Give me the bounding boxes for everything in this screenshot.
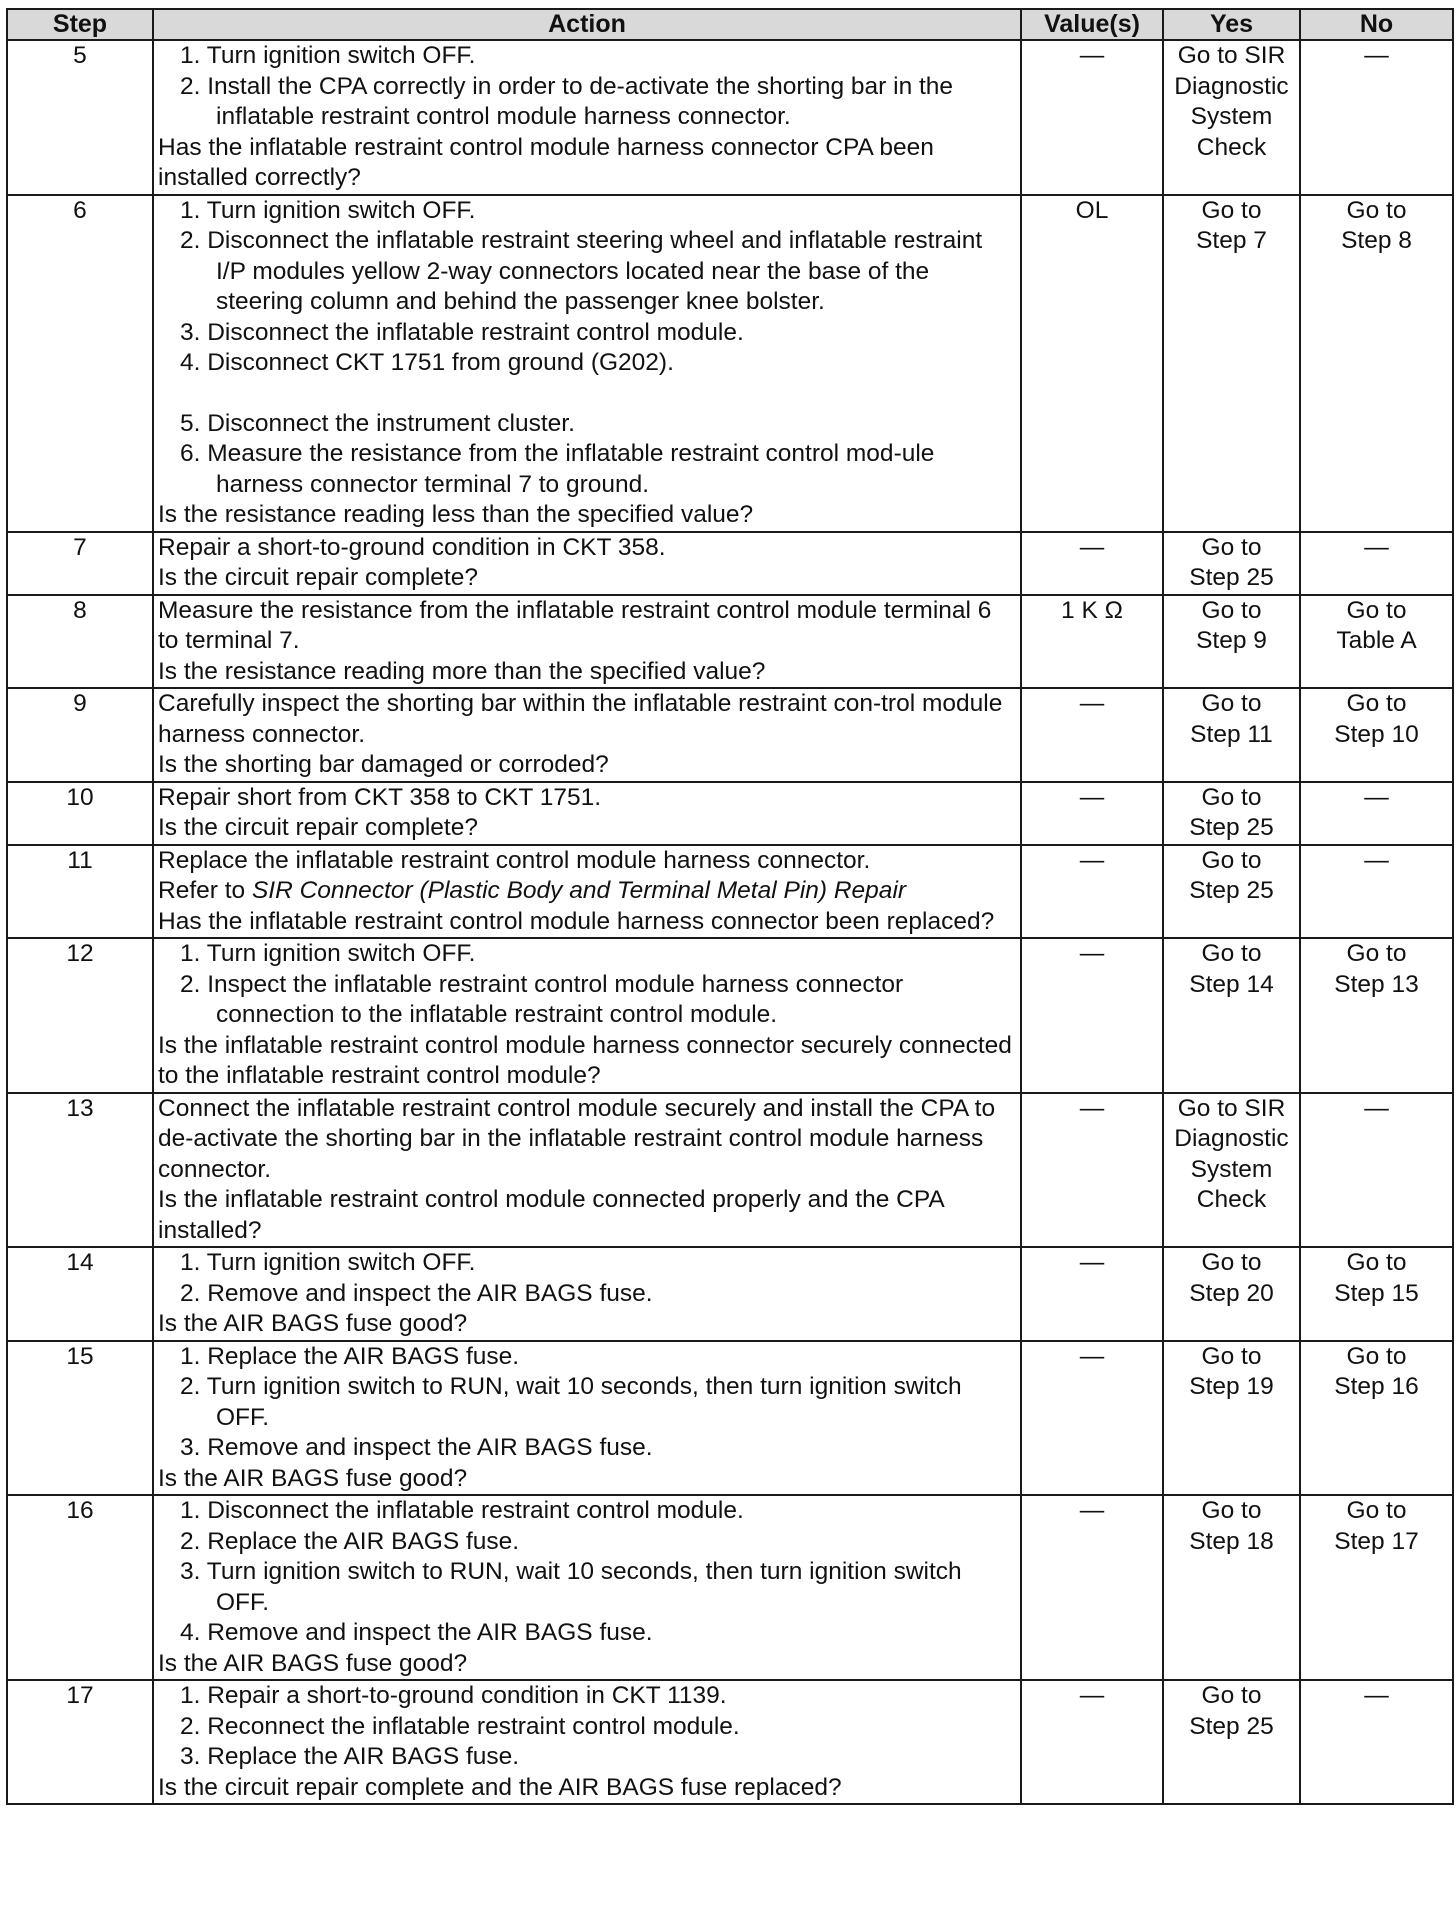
action-list-item: 1. Turn ignition switch OFF. [180,42,476,69]
action-list-item: 5. Disconnect the instrument cluster. [180,409,575,437]
no-text: Go to Step 10 [1334,690,1419,748]
yes-text: Go to SIR Diagnostic System Check [1174,1094,1289,1213]
step-number: 8 [7,595,153,689]
action-question: Is the AIR BAGS fuse good? [158,1649,468,1677]
refer-prefix: Refer to [158,877,252,904]
no-cell: — [1300,782,1453,845]
action-list-item: 6. Measure the resistance from the inflatable restraint control mod-ule harness connector terminal 7 to ground. [180,440,935,498]
action-cell [153,688,1021,782]
value-cell: — [1021,1247,1163,1341]
yes-text: Go to Step 14 [1189,940,1274,998]
table-row [7,1093,1453,1248]
action-cell [153,1495,1021,1680]
action-cell [153,1341,1021,1496]
table-row [7,40,1453,195]
action-list-item: 4. Remove and inspect the AIR BAGS fuse. [180,1619,653,1646]
yes-text: Go to SIR Diagnostic System Check [1174,42,1289,161]
value-cell: — [1021,1093,1163,1248]
table-row [7,1247,1453,1341]
action-list-item: 2. Disconnect the inflatable restraint steering wheel and inflatable restraint I/P modules yellow 2-way connectors located near the base of the steering column and behind the passenger knee bolster. [180,227,983,315]
value-cell: 1 K Ω [1021,595,1163,689]
action-list-item: 4. Disconnect CKT 1751 from ground (G202). [180,349,674,376]
yes-text: Go to Step 18 [1189,1497,1274,1555]
value-cell: OL [1021,195,1163,532]
no-cell: — [1300,1093,1453,1248]
yes-text: Go to Step 25 [1189,846,1274,904]
yes-cell [1163,40,1300,195]
yes-text: Go to Step 7 [1196,196,1267,254]
no-text: Go to Step 8 [1341,196,1412,254]
yes-text: Go to Step 9 [1196,596,1267,654]
action-text: Repair short from CKT 358 to CKT 1751. Is the circuit repair complete? [158,783,602,841]
yes-cell [1163,1247,1300,1341]
action-question: Has the inflatable restraint control module harness connector CPA been installed correctly? [158,133,934,191]
action-text: Connect the inflatable restraint control module securely and install the CPA to de-activate the shorting bar in the inflatable restraint control module harness connector. Is the inflatable restraint control module connected properly and the CPA installed? [158,1094,996,1244]
value-cell: — [1021,1680,1163,1804]
step-number: 12 [7,938,153,1093]
action-list-item: 1. Replace the AIR BAGS fuse. [180,1342,520,1370]
value-cell: — [1021,1495,1163,1680]
action-text: Repair a short-to-ground condition in CKT 358. Is the circuit repair complete? [158,533,666,591]
header-yes: Yes [1163,9,1300,40]
table-row [7,1495,1453,1680]
action-question: Is the AIR BAGS fuse good? [158,1464,468,1492]
action-list-item: 2. Replace the AIR BAGS fuse. [180,1527,520,1555]
no-text: Go to Step 16 [1334,1342,1419,1400]
no-cell: — [1300,40,1453,195]
spacer [158,379,1016,409]
action-list-item: 2. Turn ignition switch to RUN, wait 10 seconds, then turn ignition switch OFF. [180,1373,962,1431]
yes-text: Go to Step 25 [1189,533,1274,591]
yes-cell [1163,1093,1300,1248]
yes-text: Go to Step 25 [1189,783,1274,841]
no-text: Go to Step 13 [1334,940,1419,998]
no-cell: — [1300,532,1453,595]
value-cell: — [1021,40,1163,195]
action-question: Is the resistance reading less than the specified value? [158,501,754,528]
action-text: Measure the resistance from the inflatable restraint control module terminal 6 to terminal 7. Is the resistance reading more than the specified value? [158,596,992,685]
yes-text: Go to Step 11 [1190,690,1273,748]
table-row [7,532,1453,595]
table-row [7,195,1453,532]
value-cell: — [1021,1341,1163,1496]
refer-line [158,876,1016,907]
value-cell: — [1021,688,1163,782]
action-question: Is the AIR BAGS fuse good? [158,1310,468,1337]
yes-cell [1163,688,1300,782]
action-cell [153,1247,1021,1341]
table-row [7,782,1453,845]
table-row [7,938,1453,1093]
action-list-item: 1. Disconnect the inflatable restraint control module. [180,1497,744,1524]
header-row [7,9,1453,40]
action-question: Is the inflatable restraint control module harness connector securely connected to the inflatable restraint control module? [158,1031,1012,1089]
action-cell [153,782,1021,845]
action-cell [153,532,1021,595]
action-cell [153,845,1021,939]
step-number: 11 [7,845,153,939]
yes-cell [1163,1341,1300,1496]
refer-link[interactable]: SIR Connector (Plastic Body and Terminal Metal Pin) Repair [251,877,907,904]
action-list-item: 3. Disconnect the inflatable restraint control module. [180,318,744,346]
action-list-item: 2. Install the CPA correctly in order to de-activate the shorting bar in the inflatable restraint control module harness connector. [180,72,954,130]
action-list-item: 1. Turn ignition switch OFF. [180,1249,476,1276]
step-number: 14 [7,1247,153,1341]
table-row [7,845,1453,939]
action-cell [153,1680,1021,1804]
action-list-item: 1. Turn ignition switch OFF. [180,196,476,224]
yes-text: Go to Step 20 [1189,1249,1274,1307]
value-cell: — [1021,845,1163,939]
no-cell [1300,1247,1453,1341]
value-cell: — [1021,782,1163,845]
no-cell [1300,595,1453,689]
action-cell [153,1093,1021,1248]
no-text: Go to Table A [1336,596,1417,654]
no-cell [1300,195,1453,532]
action-cell [153,40,1021,195]
no-text: Go to Step 17 [1334,1497,1419,1555]
action-text: Replace the inflatable restraint control module harness connector. [158,846,871,874]
yes-text: Go to Step 25 [1189,1682,1274,1740]
value-cell: — [1021,938,1163,1093]
step-number: 13 [7,1093,153,1248]
action-list-item: 2. Remove and inspect the AIR BAGS fuse. [180,1279,653,1307]
yes-cell [1163,595,1300,689]
action-list-item: 3. Replace the AIR BAGS fuse. [180,1743,520,1770]
no-cell [1300,1341,1453,1496]
action-list-item: 3. Turn ignition switch to RUN, wait 10 seconds, then turn ignition switch OFF. [180,1558,962,1616]
diagnostic-table [6,8,1454,1805]
yes-text: Go to Step 19 [1189,1342,1274,1400]
yes-cell [1163,532,1300,595]
header-action: Action [153,9,1021,40]
step-number: 10 [7,782,153,845]
action-question: Has the inflatable restraint control module harness connector been replaced? [158,907,995,935]
no-cell [1300,938,1453,1093]
step-number: 17 [7,1680,153,1804]
yes-cell [1163,782,1300,845]
action-list-item: 2. Inspect the inflatable restraint control module harness connector connection to the inflatable restraint control module. [180,970,904,1028]
yes-cell [1163,938,1300,1093]
header-no: No [1300,9,1453,40]
yes-cell [1163,1495,1300,1680]
yes-cell [1163,1680,1300,1804]
step-number: 16 [7,1495,153,1680]
table-row [7,688,1453,782]
action-cell [153,195,1021,532]
table-row [7,595,1453,689]
action-cell [153,938,1021,1093]
step-number: 9 [7,688,153,782]
step-number: 7 [7,532,153,595]
no-text: Go to Step 15 [1334,1249,1419,1307]
table-row [7,1341,1453,1496]
table-row [7,1680,1453,1804]
step-number: 6 [7,195,153,532]
yes-cell [1163,845,1300,939]
action-cell [153,595,1021,689]
value-cell: — [1021,532,1163,595]
no-cell: — [1300,845,1453,939]
action-text: Carefully inspect the shorting bar within the inflatable restraint con-trol module harness connector. Is the shorting bar damaged or corroded? [158,690,1003,778]
action-list-item: 1. Turn ignition switch OFF. [180,940,476,967]
action-question: Is the circuit repair complete and the AIR BAGS fuse replaced? [158,1773,842,1801]
no-cell: — [1300,1680,1453,1804]
step-number: 5 [7,40,153,195]
action-list-item: 3. Remove and inspect the AIR BAGS fuse. [180,1434,653,1461]
action-list-item: 2. Reconnect the inflatable restraint control module. [180,1712,740,1740]
header-values: Value(s) [1021,9,1163,40]
header-step: Step [7,9,153,40]
action-list-item: 1. Repair a short-to-ground condition in CKT 1139. [180,1682,727,1709]
no-cell [1300,688,1453,782]
yes-cell [1163,195,1300,532]
step-number: 15 [7,1341,153,1496]
no-cell [1300,1495,1453,1680]
